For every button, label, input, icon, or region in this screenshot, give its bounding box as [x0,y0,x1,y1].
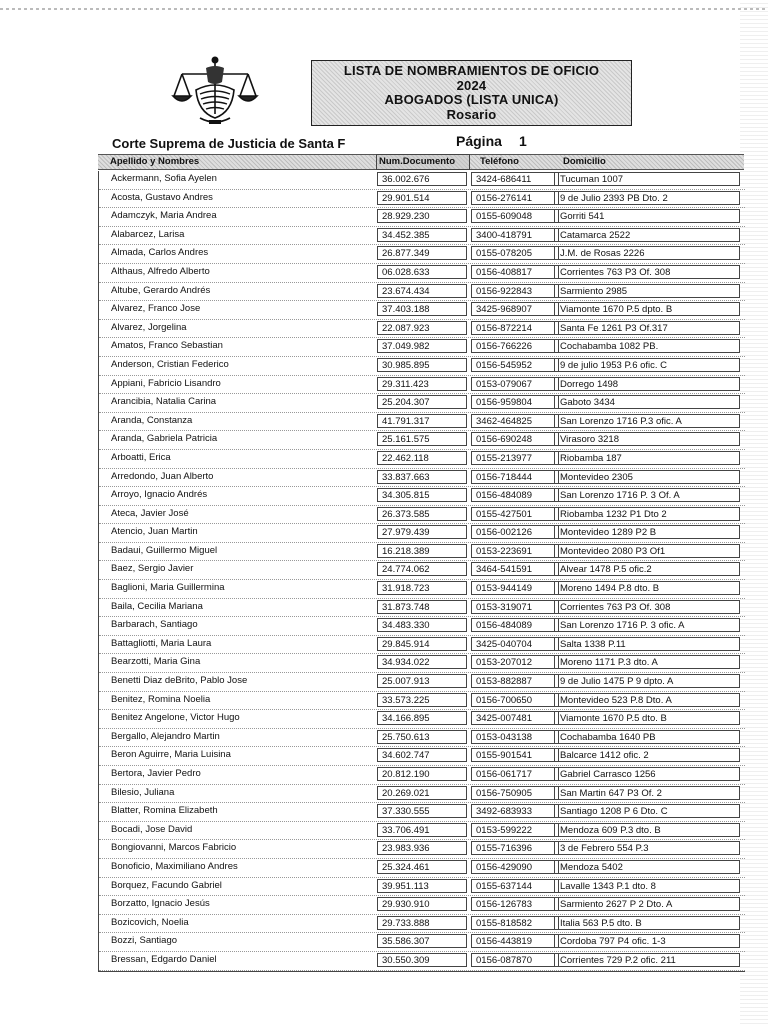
table-header [98,154,744,170]
column-header-address: Domicilio [563,156,606,167]
cell-address: Moreno 1494 P.8 dto. B [554,581,740,595]
cell-name: Beron Aguirre, Maria Luisina [111,749,231,761]
table-row [99,561,745,580]
cell-phone: 3425-968907 [471,302,559,316]
table-row [99,952,745,971]
cell-document: 25.750.613 [377,730,467,744]
cell-document: 22.462.118 [377,451,467,465]
column-header-name: Apellido y Nombres [110,156,200,167]
cell-document: 31.873.748 [377,600,467,614]
table-row [99,766,745,785]
cell-name: Badaui, Guillermo Miguel [111,544,218,556]
cell-phone: 0156-922843 [471,284,559,298]
cell-address: 9 de julio 1953 P.6 ofic. C [554,358,740,372]
cell-phone: 3425-007481 [471,711,559,725]
cell-document: 34.305.815 [377,488,467,502]
cell-name: Benetti Diaz deBrito, Pablo Jose [111,675,248,687]
cell-address: Dorrego 1498 [554,377,740,391]
cell-phone: 0156-545952 [471,358,559,372]
cell-address: San Lorenzo 1716 P. 3 ofic. A [554,618,740,632]
table-row [99,933,745,952]
cell-document: 23.674.434 [377,284,467,298]
cell-name: Appiani, Fabricio Lisandro [111,377,221,389]
cell-phone: 0155-637144 [471,879,559,893]
cell-name: Ackermann, Sofia Ayelen [111,173,217,184]
scan-artifact-top [0,8,768,10]
cell-phone: 0153-223691 [471,544,559,558]
table-row [99,338,745,357]
table-row [99,785,745,804]
cell-name: Bergallo, Alejandro Martin [111,730,220,742]
cell-address: Corrientes 729 P.2 ofic. 211 [554,953,740,967]
cell-document: 16.218.389 [377,544,467,558]
cell-name: Blatter, Romina Elizabeth [111,805,218,817]
cell-address: Cochabamba 1082 PB. [554,339,740,353]
cell-name: Almada, Carlos Andres [111,247,209,259]
cell-phone: 0155-818582 [471,916,559,930]
cell-address: San Lorenzo 1716 P. 3 Of. A [554,488,740,502]
cell-address: 9 de Julio 1475 P 9 dpto. A [554,674,740,688]
table-row [99,822,745,841]
cell-phone: 3492-683933 [471,804,559,818]
cell-phone: 0156-408817 [471,265,559,279]
cell-document: 23.983.936 [377,841,467,855]
justice-scales-emblem-icon [170,52,260,130]
cell-name: Alabarcez, Larisa [111,228,185,240]
cell-name: Amatos, Franco Sebastian [111,340,223,352]
table-row [99,283,745,302]
cell-phone: 0156-443819 [471,934,559,948]
table-row [99,245,745,264]
cell-document: 25.161.575 [377,432,467,446]
cell-document: 30.985.895 [377,358,467,372]
cell-phone: 0156-087870 [471,953,559,967]
cell-name: Bozicovich, Noelia [111,916,189,928]
cell-name: Bongiovanni, Marcos Fabricio [111,842,237,854]
cell-document: 20.812.190 [377,767,467,781]
cell-phone: 0153-319071 [471,600,559,614]
cell-name: Bozzi, Santiago [111,935,178,947]
cell-name: Bearzotti, Maria Gina [111,656,201,668]
cell-address: 9 de Julio 2393 PB Dto. 2 [554,191,740,205]
cell-document: 25.324.461 [377,860,467,874]
cell-phone: 0156-718444 [471,470,559,484]
cell-name: Arancibia, Natalia Carina [111,396,217,408]
page-number: 1 [519,133,527,149]
cell-address: Riobamba 1232 P1 Dto 2 [554,507,740,521]
table-row [99,840,745,859]
table-row [99,450,745,469]
table-row [99,859,745,878]
title-line-4: Rosario [446,106,497,122]
cell-name: Alvarez, Jorgelina [111,321,187,333]
table-row [99,543,745,562]
cell-address: Montevideo 523 P.8 Dto. A [554,693,740,707]
cell-document: 34.483.330 [377,618,467,632]
table-row [99,301,745,320]
cell-document: 34.166.895 [377,711,467,725]
cell-address: Viamonte 1670 P.5 dto. B [554,711,740,725]
table-row [99,654,745,673]
cell-name: Arroyo, Ignacio Andrés [111,489,208,501]
cell-name: Aranda, Gabriela Patricia [111,433,218,445]
table-row [99,264,745,283]
cell-document: 34.602.747 [377,748,467,762]
column-header-document: Num.Documento [376,154,470,170]
cell-document: 29.733.888 [377,916,467,930]
cell-name: Bressan, Edgardo Daniel [111,953,217,965]
cell-address: Tucuman 1007 [554,172,740,186]
cell-address: 3 de Febrero 554 P.3 [554,841,740,855]
cell-name: Acosta, Gustavo Andres [111,191,213,203]
cell-address: Italia 563 P.5 dto. B [554,916,740,930]
cell-phone: 0156-766226 [471,339,559,353]
cell-document: 30.550.309 [377,953,467,967]
cell-phone: 0153-207012 [471,655,559,669]
cell-name: Arredondo, Juan Alberto [111,470,214,482]
cell-document: 35.586.307 [377,934,467,948]
cell-document: 26.373.585 [377,507,467,521]
cell-phone: 0155-609048 [471,209,559,223]
cell-name: Anderson, Cristian Federico [111,358,229,370]
cell-address: Lavalle 1343 P.1 dto. 8 [554,879,740,893]
cell-document: 26.877.349 [377,246,467,260]
cell-document: 41.791.317 [377,414,467,428]
cell-phone: 0155-427501 [471,507,559,521]
cell-name: Arboatti, Erica [111,451,171,463]
cell-document: 37.049.982 [377,339,467,353]
title-line-3: ABOGADOS (LISTA UNICA) [384,92,559,107]
cell-phone: 0153-882887 [471,674,559,688]
cell-phone: 0155-901541 [471,748,559,762]
cell-address: Santiago 1208 P 6 Dto. C [554,804,740,818]
cell-document: 34.934.022 [377,655,467,669]
table-row [99,915,745,934]
cell-phone: 0155-213977 [471,451,559,465]
cell-phone: 3425-040704 [471,637,559,651]
table-row [99,636,745,655]
cell-document: 29.311.423 [377,377,467,391]
cell-phone: 0156-429090 [471,860,559,874]
cell-name: Ateca, Javier José [111,507,189,519]
table-row [99,431,745,450]
cell-address: Alvear 1478 P.5 ofic.2 [554,562,740,576]
cell-phone: 3462-464825 [471,414,559,428]
table-row [99,599,745,618]
table-row [99,190,745,209]
table-row [99,357,745,376]
cell-address: Gorriti 541 [554,209,740,223]
cell-phone: 0155-716396 [471,841,559,855]
cell-address: Balcarce 1412 ofic. 2 [554,748,740,762]
cell-phone: 0156-750905 [471,786,559,800]
cell-address: Salta 1338 P.11 [554,637,740,651]
cell-phone: 0156-061717 [471,767,559,781]
title-line-2: 2024 [456,77,487,93]
cell-name: Althaus, Alfredo Alberto [111,265,210,277]
cell-document: 29.845.914 [377,637,467,651]
cell-address: Cochabamba 1640 PB [554,730,740,744]
cell-document: 24.774.062 [377,562,467,576]
cell-name: Baez, Sergio Javier [111,563,194,575]
cell-address: Montevideo 2080 P3 Of1 [554,544,740,558]
cell-address: Sarmiento 2627 P 2 Dto. A [554,897,740,911]
cell-document: 20.269.021 [377,786,467,800]
table-row [99,580,745,599]
cell-name: Baglioni, Maria Guillermina [111,582,225,594]
cell-document: 27.979.439 [377,525,467,539]
cell-address: Catamarca 2522 [554,228,740,242]
cell-name: Atencio, Juan Martin [111,526,198,538]
table-row [99,320,745,339]
cell-name: Benitez, Romina Noelia [111,693,211,705]
cell-name: Benitez Angelone, Victor Hugo [111,712,240,724]
cell-address: Corrientes 763 P3 Of. 308 [554,265,740,279]
cell-name: Battagliotti, Maria Laura [111,637,212,649]
cell-document: 22.087.923 [377,321,467,335]
cell-phone: 0153-043138 [471,730,559,744]
cell-document: 39.951.113 [377,879,467,893]
title-line-1: LISTA DE NOMBRAMIENTOS DE OFICIO [343,63,600,78]
cell-address: Viamonte 1670 P.5 dpto. B [554,302,740,316]
table-row [99,729,745,748]
cell-name: Barbarach, Santiago [111,619,198,631]
cell-document: 33.837.663 [377,470,467,484]
cell-document: 33.706.491 [377,823,467,837]
cell-name: Baila, Cecilia Mariana [111,600,203,612]
column-header-phone: Teléfono [480,156,519,167]
cell-address: Cordoba 797 P4 ofic. 1-3 [554,934,740,948]
table-row [99,469,745,488]
cell-document: 06.028.633 [377,265,467,279]
cell-document: 33.573.225 [377,693,467,707]
table-row [99,506,745,525]
table-row [99,710,745,729]
document-title-box [311,60,632,126]
cell-name: Bonoficio, Maximiliano Andres [111,860,238,872]
cell-phone: 0153-944149 [471,581,559,595]
cell-phone: 0156-690248 [471,432,559,446]
table-row [99,376,745,395]
cell-address: Montevideo 1289 P2 B [554,525,740,539]
cell-name: Bilesio, Juliana [111,786,175,798]
cell-name: Altube, Gerardo Andrés [111,284,211,296]
cell-phone: 0155-078205 [471,246,559,260]
cell-phone: 0156-126783 [471,897,559,911]
cell-address: Montevideo 2305 [554,470,740,484]
cell-document: 34.452.385 [377,228,467,242]
cell-name: Borquez, Facundo Gabriel [111,879,222,891]
cell-address: San Martin 647 P3 Of. 2 [554,786,740,800]
cell-phone: 0156-959804 [471,395,559,409]
cell-address: Virasoro 3218 [554,432,740,446]
cell-name: Bocadi, Jose David [111,823,193,835]
cell-phone: 0156-484089 [471,618,559,632]
cell-document: 37.403.188 [377,302,467,316]
table-row [99,878,745,897]
table-row [99,394,745,413]
cell-phone: 0156-872214 [471,321,559,335]
table-row [99,208,745,227]
cell-address: Riobamba 187 [554,451,740,465]
cell-phone: 0156-002126 [471,525,559,539]
cell-address: Corrientes 763 P3 Of. 308 [554,600,740,614]
cell-document: 28.929.230 [377,209,467,223]
cell-name: Aranda, Constanza [111,414,193,426]
table-row [99,896,745,915]
cell-document: 25.007.913 [377,674,467,688]
table-row [99,673,745,692]
cell-phone: 3424-686411 [471,172,559,186]
cell-name: Bertora, Javier Pedro [111,768,201,779]
table-row [99,487,745,506]
cell-address: Sarmiento 2985 [554,284,740,298]
table-row [99,171,745,190]
table-row [99,617,745,636]
cell-phone: 0156-700650 [471,693,559,707]
cell-document: 36.002.676 [377,172,467,186]
table-row [99,692,745,711]
cell-address: Mendoza 609 P.3 dto. B [554,823,740,837]
cell-address: Moreno 1171 P.3 dto. A [554,655,740,669]
table-row [99,747,745,766]
cell-phone: 0156-276141 [471,191,559,205]
cell-document: 29.901.514 [377,191,467,205]
cell-phone: 0153-079067 [471,377,559,391]
cell-address: J.M. de Rosas 2226 [554,246,740,260]
lawyer-table [98,171,745,972]
cell-phone: 0156-484089 [471,488,559,502]
cell-name: Borzatto, Ignacio Jesús [111,898,210,910]
table-row [99,524,745,543]
table-row [99,413,745,432]
cell-document: 37.330.555 [377,804,467,818]
cell-name: Adamczyk, Maria Andrea [111,210,217,222]
cell-phone: 3400-418791 [471,228,559,242]
cell-phone: 3464-541591 [471,562,559,576]
page-label: Página [456,133,502,149]
cell-address: Gaboto 3434 [554,395,740,409]
cell-phone: 0153-599222 [471,823,559,837]
cell-address: Santa Fe 1261 P3 Of.317 [554,321,740,335]
cell-address: Gabriel Carrasco 1256 [554,767,740,781]
cell-document: 29.930.910 [377,897,467,911]
cell-name: Alvarez, Franco Jose [111,303,201,315]
cell-address: Mendoza 5402 [554,860,740,874]
table-row [99,803,745,822]
cell-document: 25.204.307 [377,395,467,409]
cell-document: 31.918.723 [377,581,467,595]
table-row [99,227,745,246]
cell-address: San Lorenzo 1716 P.3 ofic. A [554,414,740,428]
court-name: Corte Suprema de Justicia de Santa F [112,136,346,151]
